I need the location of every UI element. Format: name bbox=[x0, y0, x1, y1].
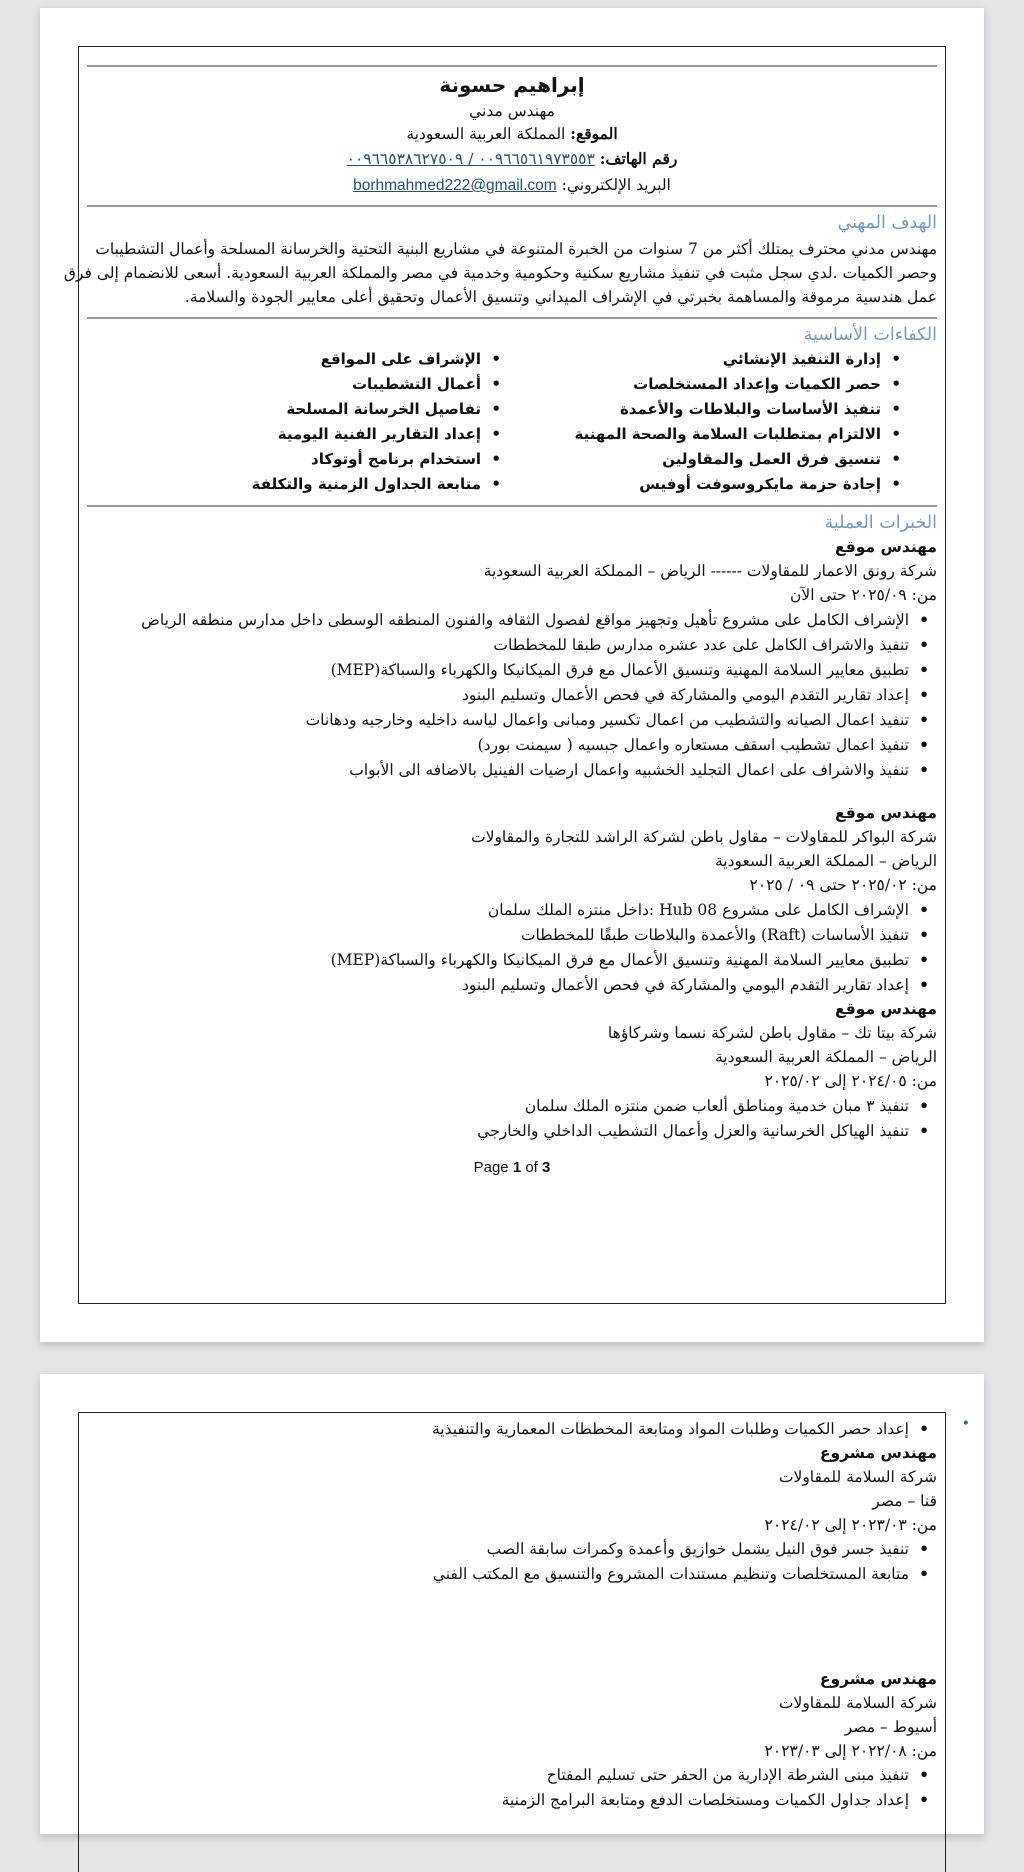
competency-item: • حصر الكميات وإعداد المستخلصات bbox=[515, 372, 905, 396]
competency-item: • متابعة الجداول الزمنية والتكلفة bbox=[115, 472, 505, 496]
job-company: شركة رونق الاعمار للمقاولات ------ الرياض – المملكة العربية السعودية bbox=[483, 562, 937, 580]
job-bullet: • تطبيق معايير السلامة المهنية وتنسيق الأعمال مع فرق الميكانيكا والكهرباء والسباكة(MEP) bbox=[87, 948, 937, 972]
job-role: مهندس موقع bbox=[835, 804, 937, 822]
job-bullet: • إعداد جداول الكميات ومستخلصات الدفع ومتابعة البرامج الزمنية bbox=[87, 1788, 937, 1812]
job-bullet: • إعداد تقارير التقدم اليومي والمشاركة في فحص الأعمال وتسليم البنود bbox=[87, 683, 937, 707]
job-bullet: • تنفيذ اعمال الصيانه والتشطيب من اعمال تكسير ومبانى واعمال لياسه داخليه وخارجيه ودهانات bbox=[87, 708, 937, 732]
job-bullet: • تنفيذ والاشراف على اعمال التجليد الخشبيه واعمال ارضيات الفينيل بالاضافه الى الأبواب bbox=[87, 758, 937, 782]
competency-item: • تنفيذ الأساسات والبلاطات والأعمدة bbox=[515, 397, 905, 421]
job-period: من: ٢٠٢٤/٠٥ إلى ٢٠٢٥/٠٢ bbox=[764, 1072, 937, 1090]
competency-item: • الالتزام بمتطلبات السلامة والصحة المهنية bbox=[515, 422, 905, 446]
page-border bbox=[63, 46, 946, 1304]
job-bullet: • تنفيذ جسر فوق النيل يشمل خوازيق وأعمدة وكمرات سابقة الصب bbox=[87, 1537, 937, 1561]
job-bullet: • الإشراف الكامل على مشروع تأهيل وتجهيز مواقع لفصول الثقافه والفنون المنطقه الوسطى داخل مدارس منطقه الرياض bbox=[87, 608, 937, 632]
competency-item: • إعداد التقارير الفنية اليومية bbox=[115, 422, 505, 446]
page-border bbox=[78, 1412, 946, 1872]
job-bullet: • تنفيذ والاشراف الكامل على عدد عشره مدارس طبقا للمخططات bbox=[87, 633, 937, 657]
competency-item: • تنسيق فرق العمل والمقاولين bbox=[515, 447, 905, 471]
job-company: شركة السلامة للمقاولات bbox=[778, 1468, 937, 1486]
job-bullet: • تنفيذ الهياكل الخرسانية والعزل وأعمال التشطيب الداخلي والخارجي bbox=[87, 1119, 937, 1143]
document-page-1 bbox=[40, 8, 984, 1342]
email-label: البريد الإلكتروني: bbox=[561, 176, 671, 194]
job-role: مهندس مشروع bbox=[819, 1444, 937, 1462]
job-bullet: • متابعة المستخلصات وتنظيم مستندات المشروع والتنسيق مع المكتب الفني bbox=[87, 1562, 937, 1586]
page-current: 1 bbox=[512, 1159, 522, 1176]
objective-line: مهندس مدني محترف يمتلك أكثر من 7 سنوات من الخبرة المتنوعة في مشاريع البنية التحتية والخرسانة المسلحة وأعمال التشطيبات bbox=[95, 240, 937, 258]
job-bullet: • إعداد حصر الكميات وطلبات المواد ومتابعة المخططات المعمارية والتنفيذية bbox=[87, 1417, 937, 1441]
competencies-heading: الكفاءات الأساسية bbox=[803, 325, 937, 345]
job-period: من: ٢٠٢٣/٠٣ إلى ٢٠٢٤/٠٢ bbox=[764, 1516, 937, 1534]
experience-heading: الخبرات العملية bbox=[824, 513, 937, 533]
email-line bbox=[87, 173, 937, 198]
competency-item: • استخدام برنامج أوتوكاد bbox=[115, 447, 505, 471]
job-location: قنا – مصر bbox=[872, 1492, 937, 1510]
job-bullet: • إعداد تقارير التقدم اليومي والمشاركة في فحص الأعمال وتسليم البنود bbox=[87, 973, 937, 997]
job-location: الرياض – المملكة العربية السعودية bbox=[715, 1048, 937, 1066]
job-bullet: • تنفيذ مبنى الشرطة الإدارية من الحفر حتى تسليم المفتاح bbox=[87, 1763, 937, 1787]
email-link[interactable]: borhmahmed222@gmail.com bbox=[353, 177, 557, 194]
document-page-2 bbox=[40, 1374, 984, 1834]
objective-line: عمل هندسية مرموقة والمساهمة بخبرتي في الإشراف الميداني وتنسيق الأعمال وتحقيق أعلى معايير الجودة والسلامة. bbox=[184, 288, 937, 306]
job-location: الرياض – المملكة العربية السعودية bbox=[715, 852, 937, 870]
job-bullet: • تنفيذ اعمال تشطيب اسقف مستعاره واعمال جبسيه ( سيمنت بورد) bbox=[87, 733, 937, 757]
divider bbox=[87, 205, 937, 207]
job-location: أسيوط – مصر bbox=[844, 1718, 937, 1736]
job-title: مهندس مدني bbox=[469, 102, 555, 120]
objective-heading: الهدف المهني bbox=[837, 213, 937, 233]
page-number bbox=[79, 1159, 945, 1176]
page-label: Page bbox=[473, 1159, 509, 1176]
job-period: من: ٢٠٢٥/٠٩ حتى الآن bbox=[789, 586, 937, 604]
job-company: شركة البواكر للمقاولات – مقاول باطن لشركة الراشد للتجارة والمقاولات bbox=[471, 828, 937, 846]
margin-bullet-icon: • bbox=[961, 1416, 970, 1432]
competency-item: • تفاصيل الخرسانة المسلحة bbox=[115, 397, 505, 421]
competency-item: • إجادة حزمة مايكروسوفت أوفيس bbox=[515, 472, 905, 496]
phone-label: رقم الهاتف: bbox=[599, 149, 678, 168]
location-line bbox=[87, 122, 937, 146]
job-period: من: ٢٠٢٥/٠٢ حتى ٠٩ / ٢٠٢٥ bbox=[749, 876, 937, 894]
job-bullet: • تنفيذ الأساسات (Raft) والأعمدة والبلاطات طبقًا للمخططات bbox=[87, 923, 937, 947]
job-company: شركة السلامة للمقاولات bbox=[778, 1694, 937, 1712]
job-bullet: • تنفيذ ٣ مبان خدمية ومناطق ألعاب ضمن منتزه الملك سلمان bbox=[87, 1094, 937, 1118]
job-bullet: • تطبيق معايير السلامة المهنية وتنسيق الأعمال مع فرق الميكانيكا والكهرباء والسباكة(MEP) bbox=[87, 658, 937, 682]
job-bullet: • الإشراف الكامل على مشروع Hub 08 :داخل منتزه الملك سلمان bbox=[87, 898, 937, 922]
page-of: of bbox=[525, 1159, 538, 1176]
divider bbox=[87, 505, 937, 507]
job-company: شركة بيتا تك – مقاول باطن لشركة نسما وشركاؤها bbox=[607, 1024, 937, 1042]
divider bbox=[87, 65, 937, 67]
job-period: من: ٢٠٢٢/٠٨ إلى ٢٠٢٣/٠٣ bbox=[764, 1742, 937, 1760]
phone-line bbox=[87, 147, 937, 171]
location-value: المملكة العربية السعودية bbox=[406, 125, 566, 143]
job-role: مهندس مشروع bbox=[819, 1670, 937, 1688]
job-role: مهندس موقع bbox=[835, 538, 937, 556]
job-role: مهندس موقع bbox=[835, 1000, 937, 1018]
competency-item: • أعمال التشطيبات bbox=[115, 372, 505, 396]
objective-line: وحصر الكميات .لدي سجل مثبت في تنفيذ مشاريع سكنية وحكومية وخدمية في مصر والمملكة العربية السعودية. أسعى للانضمام إلى فرق bbox=[63, 264, 937, 282]
competency-item: • إدارة التنفيذ الإنشائي bbox=[515, 347, 905, 371]
candidate-name: إبراهيم حسونة bbox=[439, 73, 585, 97]
location-label: الموقع: bbox=[570, 124, 618, 143]
competency-item: • الإشراف على المواقع bbox=[115, 347, 505, 371]
divider bbox=[87, 317, 937, 319]
page-total: 3 bbox=[542, 1159, 551, 1176]
phone-link[interactable]: ٠٠٩٦٦٥٦١٩٧٣٥٥٣ / ٠٠٩٦٦٥٣٨٦٢٧٥٠٩ bbox=[346, 150, 595, 168]
